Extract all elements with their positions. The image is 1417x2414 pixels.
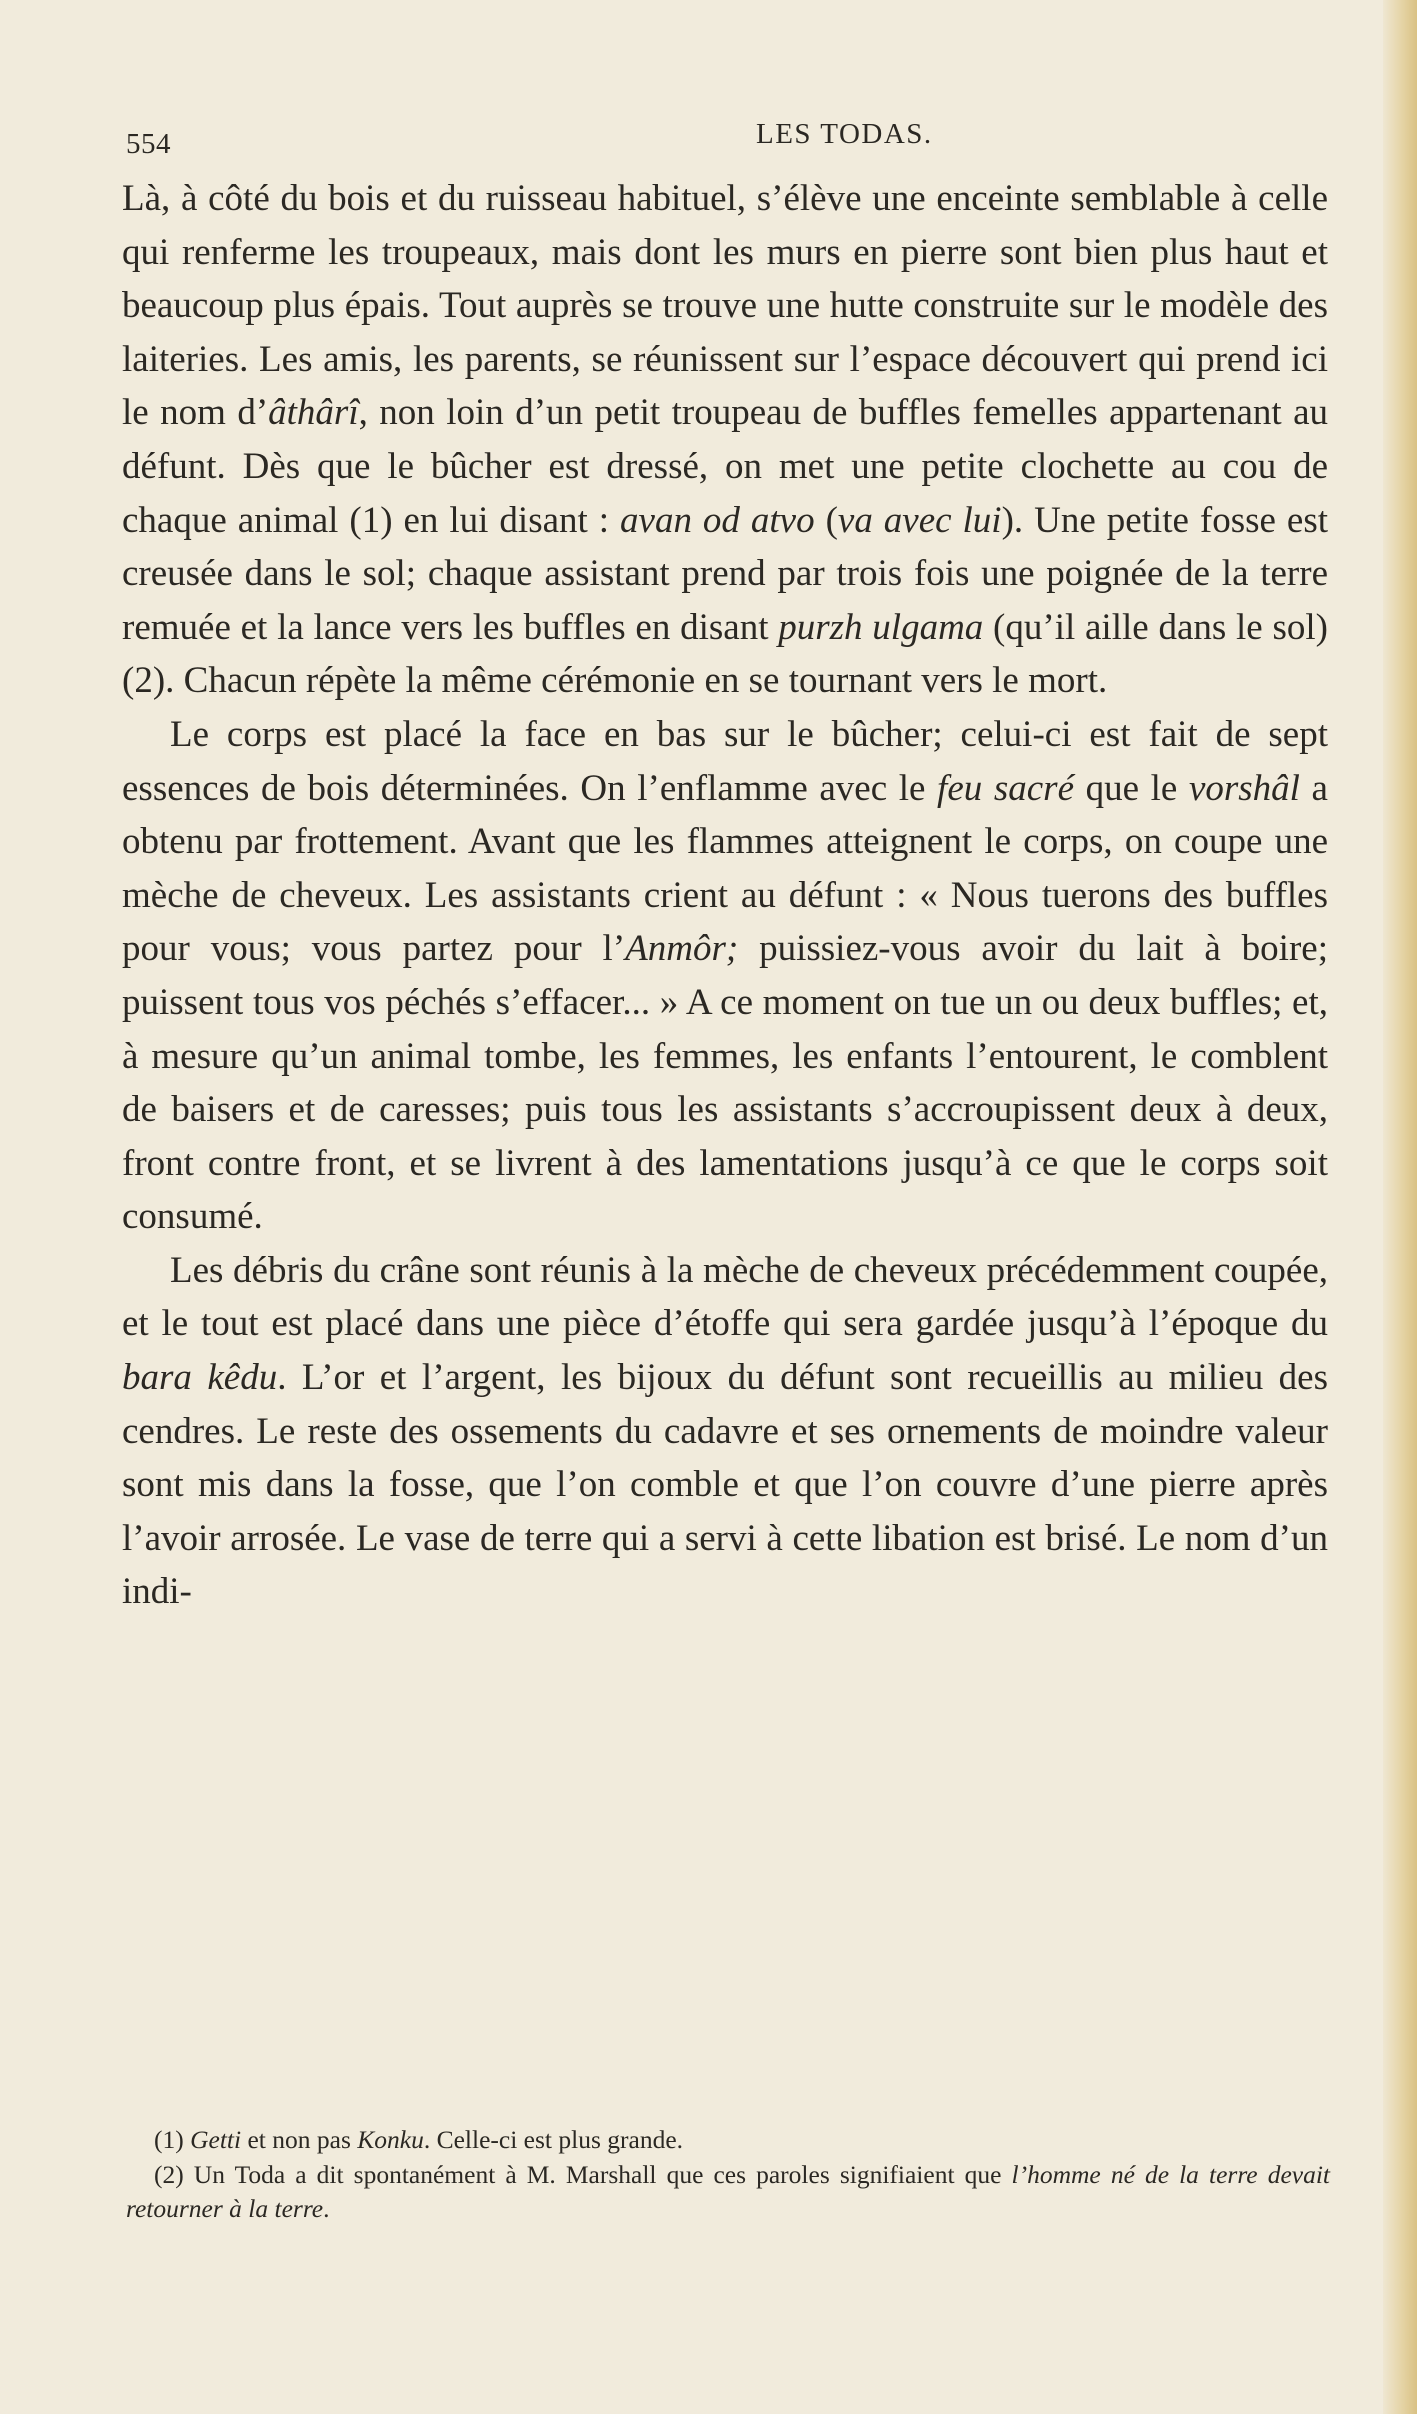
paragraph-italic-text: avan od atvo (620, 499, 815, 541)
paragraph-italic-text: bara kêdu (122, 1357, 278, 1399)
paragraph-text: ( (814, 499, 838, 541)
paragraph-text: , non loin d’un petit troupeau de buffles femelles appartenant au défunt. Dès que le bûcher est dressé, on met une petite clochette au cou de chaque animal (1) en lui disant : (122, 392, 1328, 541)
footnote-text: . (323, 2194, 330, 2223)
paragraph-italic-text: Anmôr; (625, 928, 739, 970)
footnote-italic-text: Konku (357, 2125, 424, 2154)
paragraph-italic-text: âthârî (268, 392, 359, 434)
body-text (122, 172, 1328, 1619)
footnote-text: et non pas (241, 2125, 358, 2154)
page-edge (1383, 0, 1417, 2414)
paragraph-text: ). Une petite fosse est creusée dans le sol; chaque assistant prend par trois fois une poignée de la terre remuée et la lance vers les buffles en disant (122, 499, 1328, 648)
paragraph (122, 708, 1328, 1244)
paragraph-italic-text: vorshâl (1188, 767, 1300, 809)
footnote-text: (1) (154, 2125, 191, 2154)
footnote-italic-text: l’homme né de la terre devait retourner à la terre (126, 2159, 1331, 2223)
paragraph-text: Les débris du crâne sont réunis à la mèche de cheveux précédemment coupée, et le tout est placé dans une pièce d’étoffe qui sera gardée jusqu’à l’époque du (122, 1249, 1328, 1345)
paragraph-text: (qu’il aille dans le sol) (2). Chacun répète la même cérémonie en se tournant vers le mort. (122, 606, 1328, 702)
paragraph-text: . L’or et l’argent, les bijoux du défunt sont recueillis au milieu des cendres. Le reste des ossements du cadavre et ses ornements de moindre valeur sont mis dans la fosse, que l’on comble et que l’on couvre d’une pierre après l’avoir arrosée. Le vase de terre qui a servi à cette libation est brisé. Le nom d’un indi- (122, 1357, 1328, 1613)
paragraph-text: Là, à côté du bois et du ruisseau habituel, s’élève une enceinte semblable à celle qui renferme les troupeaux, mais dont les murs en pierre sont bien plus haut et beaucoup plus épais. Tout auprès se trouve une hutte construite sur le modèle des laiteries. Les amis, les parents, se réunissent sur l’espace découvert qui prend ici le nom d’ (122, 178, 1328, 434)
footnote (126, 2123, 1330, 2158)
paragraph-italic-text: va avec lui (837, 499, 1002, 541)
paragraph-text: Le corps est placé la face en bas sur le bûcher; celui-ci est fait de sept essences de bois déterminées. On l’enflamme avec le (122, 713, 1328, 809)
paragraph-text: a obtenu par frottement. Avant que les flammes atteignent le corps, on coupe une mèche de cheveux. Les assistants crient au défunt : « Nous tuerons des buffles pour vous; vous partez pour l’ (122, 767, 1328, 970)
paragraph-text: puissiez-vous avoir du lait à boire; puissent tous vos péchés s’effacer... » A ce moment on tue un ou deux buffles; et, à mesure qu’un animal tombe, les femmes, les enfants l’entourent, le comblent de baisers et de caresses; puis tous les assistants s’accroupissent deux à deux, front contre front, et se livrent à des lamentations jusqu’à ce que le corps soit consumé. (122, 928, 1328, 1238)
paragraph-italic-text: feu sacré (937, 767, 1074, 809)
paragraph (122, 1244, 1328, 1619)
running-title: LES TODAS. (756, 118, 933, 150)
paragraph (122, 172, 1328, 708)
footnote-italic-text: Getti (190, 2125, 242, 2154)
running-header (126, 118, 1326, 164)
footnote-text: . Celle-ci est plus grande. (423, 2125, 684, 2154)
page-number: 554 (126, 128, 171, 160)
footnote-text: (2) Un Toda a dit spontanément à M. Marshall que ces paroles signifiaient que (154, 2159, 1012, 2189)
paragraph-italic-text: purzh ulgama (778, 606, 984, 648)
footnotes (126, 2123, 1330, 2227)
footnote (126, 2158, 1330, 2227)
paragraph-text: que le (1074, 767, 1189, 809)
